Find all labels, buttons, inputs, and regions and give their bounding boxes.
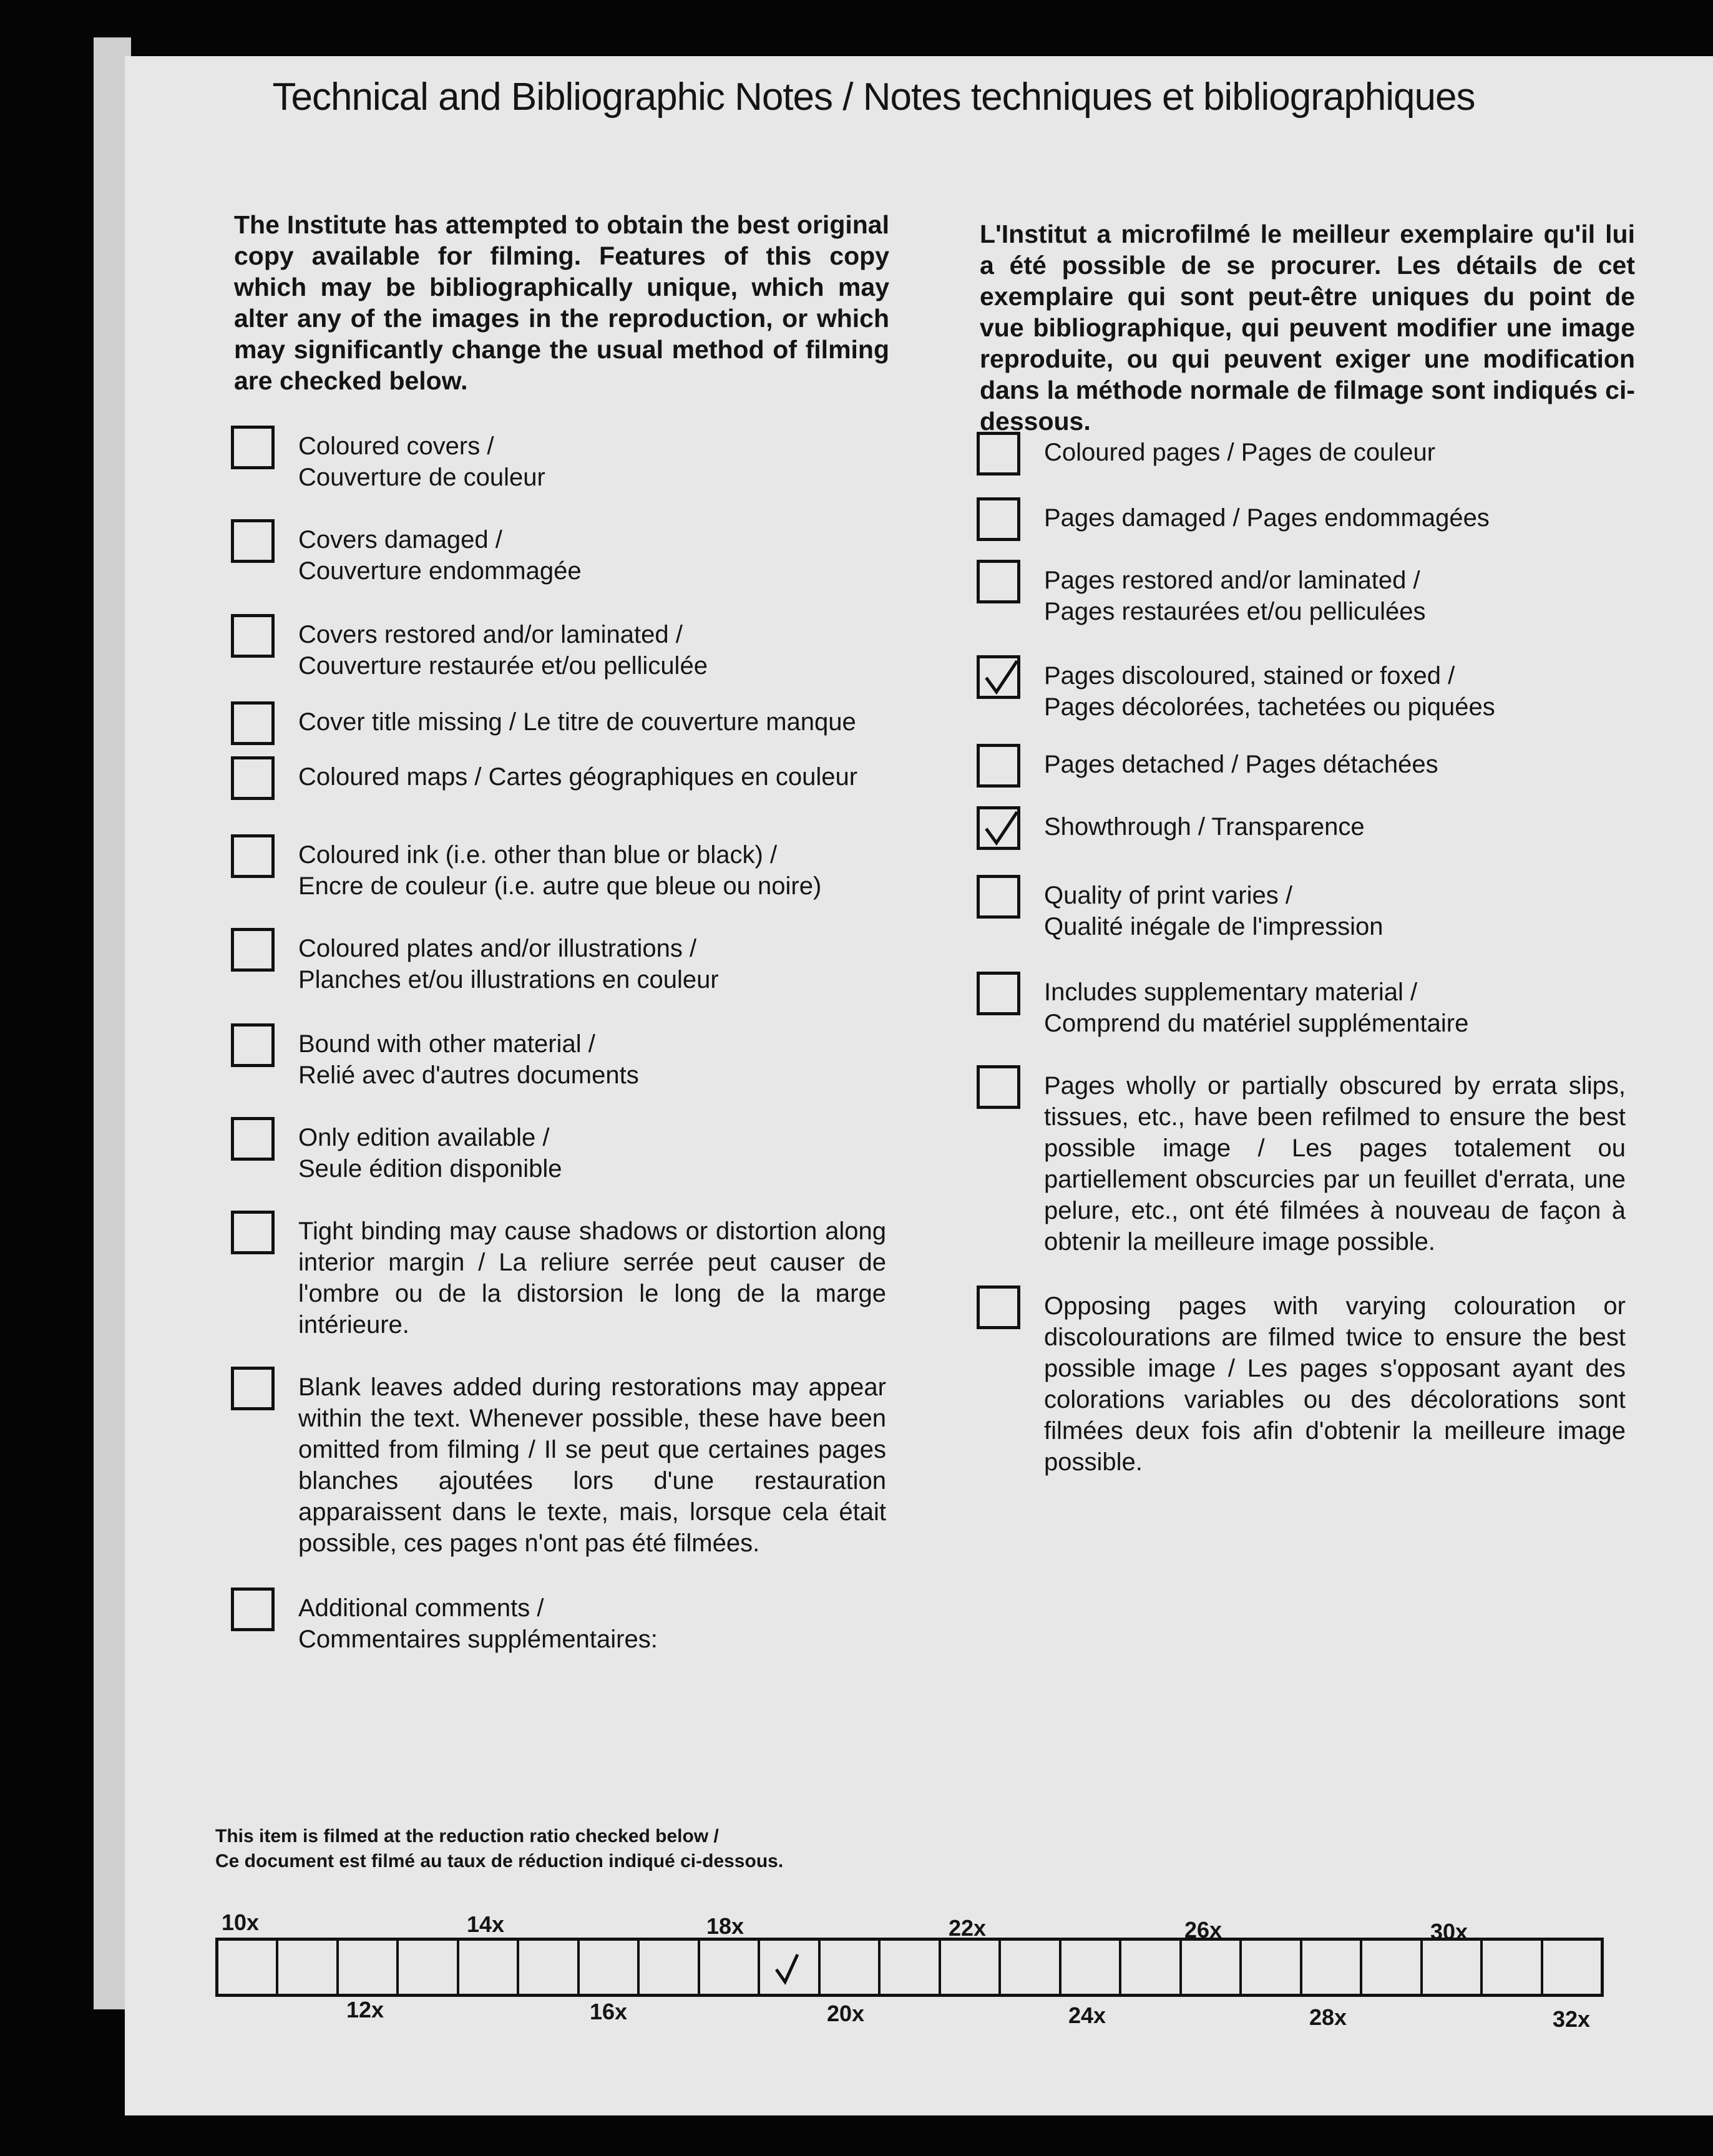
intro-english: The Institute has attempted to obtain the best original copy available for filming. Features of this copy which may be bibliographically unique, which may alter any of the images in the reproduction, or which may significantly change the usual method of filming are checked below. [234, 210, 889, 395]
checkmark-icon [981, 809, 1020, 848]
checkbox[interactable] [231, 1588, 275, 1631]
label-line: Coloured covers / [298, 432, 494, 460]
ratio-cell[interactable] [1182, 1941, 1242, 1994]
ratio-cell[interactable] [640, 1941, 700, 1994]
checkbox-label: Tight binding may cause shadows or distortion along interior margin / La reliure serrée peut causer de l'ombre ou de la distorsion le long de la marge intérieure. [298, 1217, 886, 1339]
ratio-cell[interactable] [278, 1941, 338, 1994]
ratio-cell[interactable] [1242, 1941, 1302, 1994]
ratio-label: 10x [222, 1910, 260, 1935]
label-line: Couverture de couleur [298, 464, 545, 491]
label-line: Planches et/ou illustrations en couleur [298, 966, 719, 993]
checkbox[interactable] [977, 972, 1020, 1015]
checkbox[interactable] [977, 1065, 1020, 1109]
label-line: Seule édition disponible [298, 1155, 562, 1183]
label-line: Coloured maps / Cartes géographiques en couleur [298, 763, 858, 791]
label-line: Cover title missing / Le titre de couverture manque [298, 708, 856, 736]
checkbox-label: Blank leaves added during restorations may appear within the text. Whenever possible, these have been omitted from filming / Il se peut que certaines pages blanches ajoutées lors d'une restauration apparaissent dans le texte, mais, lorsque cela était possible, ces pages n'ont pas été filmées. [298, 1373, 886, 1557]
checkmark-icon [981, 658, 1020, 697]
checkbox-label [298, 431, 545, 493]
label-line: Pages restored and/or laminated / [1044, 567, 1420, 594]
ratio-label: 14x [467, 1911, 505, 1937]
checkbox-label [298, 761, 857, 793]
ratio-cell[interactable] [821, 1941, 881, 1994]
checkbox[interactable] [231, 701, 275, 745]
checkbox[interactable] [231, 756, 275, 800]
ratio-cell[interactable] [1061, 1941, 1121, 1994]
checkbox[interactable] [231, 1367, 275, 1410]
ratio-label: 32x [1553, 2006, 1591, 2032]
label-line: Pages décolorées, tachetées ou piquées [1044, 693, 1495, 721]
checkbox-label [298, 933, 719, 995]
checkbox[interactable] [977, 875, 1020, 919]
ratio-label: 12x [346, 1997, 384, 2022]
label-line: Additional comments / [298, 1594, 544, 1622]
reduction-ratio-note [215, 1824, 783, 1874]
checkbox-label [1044, 977, 1468, 1039]
ratio-cell[interactable] [760, 1941, 820, 1994]
label-line: Only edition available / [298, 1124, 550, 1151]
checkbox-label [1044, 660, 1495, 723]
checkbox[interactable] [231, 614, 275, 658]
checkbox-label [1044, 811, 1365, 842]
checkbox[interactable] [231, 426, 275, 469]
checkmark-icon [773, 1948, 803, 1986]
ratio-cell[interactable] [218, 1941, 278, 1994]
label-line: Commentaires supplémentaires: [298, 1626, 658, 1653]
label-line: Qualité inégale de l'impression [1044, 913, 1384, 940]
ratio-label: 18x [706, 1913, 744, 1939]
ratio-cell[interactable] [1121, 1941, 1181, 1994]
checkbox[interactable] [231, 519, 275, 563]
intro-french: L'Institut a microfilmé le meilleur exemplaire qu'il lui a été possible de se procurer. Les détails de cet exemplaire qui sont peut-être uniques du point de vue bibliographique, qui peuvent modifier une image reproduite, ou qui peuvent exiger une modification dans la méthode normale de filmage sont indiqués ci-dessous. [980, 220, 1635, 436]
label-line: Bound with other material / [298, 1030, 595, 1058]
label-line: Coloured pages / Pages de couleur [1044, 439, 1436, 466]
ratio-label: 22x [949, 1915, 987, 1941]
checkbox-label: Opposing pages with varying colouration or discolourations are filmed twice to ensure the best possible image / Les pages s'opposant ayant des colorations variables ou des décolorations sont filmées deux fois afin d'obtenir la meilleure image possible. [1044, 1292, 1626, 1476]
checkbox[interactable] [231, 1211, 275, 1254]
ratio-label: 16x [590, 1999, 628, 2024]
label-line: Relié avec d'autres documents [298, 1061, 639, 1089]
checkbox[interactable] [977, 744, 1020, 788]
checkbox[interactable] [231, 928, 275, 972]
checkbox[interactable] [977, 497, 1020, 541]
ratio-label: 28x [1309, 2004, 1347, 2030]
label-line: Showthrough / Transparence [1044, 813, 1365, 841]
checkbox-label [298, 839, 821, 902]
ratio-cell[interactable] [459, 1941, 519, 1994]
ratio-cell[interactable] [580, 1941, 640, 1994]
checkbox[interactable] [977, 432, 1020, 476]
label-line: Pages restaurées et/ou pelliculées [1044, 598, 1426, 625]
label-line: Quality of print varies / [1044, 882, 1292, 909]
ratio-cell[interactable] [399, 1941, 459, 1994]
checkbox-label [1044, 749, 1438, 780]
checkbox-label [1044, 880, 1384, 942]
checkbox[interactable] [977, 806, 1020, 850]
checkbox-label [298, 706, 856, 738]
label-line: Covers damaged / [298, 526, 502, 554]
ratio-cell[interactable] [941, 1941, 1001, 1994]
label-line: Pages detached / Pages détachées [1044, 751, 1438, 778]
checkbox-label: Pages wholly or partially obscured by errata slips, tissues, etc., have been refilmed to ensure the best possible image / Les pages totalement ou partiellement obscurcies par un feuillet d'errata, une pelure, etc., ont été filmées à nouveau de façon à obtenir la meilleure image possible. [1044, 1072, 1626, 1256]
checkbox[interactable] [977, 1285, 1020, 1329]
reduction-note-french: Ce document est filmé au taux de réduction indiqué ci-dessous. [215, 1851, 784, 1871]
ratio-cell[interactable] [1423, 1941, 1483, 1994]
label-line: Pages damaged / Pages endommagées [1044, 504, 1490, 532]
label-line: Coloured plates and/or illustrations / [298, 935, 697, 962]
label-line: Includes supplementary material / [1044, 978, 1418, 1006]
checkbox[interactable] [231, 1117, 275, 1161]
reduction-note-english: This item is filmed at the reduction ratio checked below / [215, 1826, 719, 1846]
ratio-cell[interactable] [1543, 1941, 1601, 1994]
checkbox-label [1044, 565, 1425, 627]
checkbox-label [298, 1593, 658, 1655]
ratio-label: 26x [1184, 1917, 1223, 1943]
checkbox-label [1044, 502, 1490, 534]
checkbox[interactable] [231, 834, 275, 878]
ratio-label: 24x [1068, 2002, 1106, 2028]
page-title: Technical and Bibliographic Notes / Notes techniques et bibliographiques [272, 76, 1475, 119]
label-line: Coloured ink (i.e. other than blue or black) / [298, 841, 778, 869]
checkbox-label [1044, 437, 1435, 468]
ratio-cell[interactable] [700, 1941, 760, 1994]
label-line: Couverture endommagée [298, 557, 582, 585]
checkbox[interactable] [977, 560, 1020, 603]
ratio-cell[interactable] [1001, 1941, 1061, 1994]
label-line: Covers restored and/or laminated / [298, 621, 683, 648]
reduction-ratio-strip [215, 1938, 1604, 1997]
ratio-cell[interactable] [519, 1941, 579, 1994]
ratio-label: 30x [1430, 1919, 1468, 1944]
checkbox[interactable] [231, 1023, 275, 1067]
ratio-cell[interactable] [1483, 1941, 1543, 1994]
checkbox[interactable] [977, 655, 1020, 699]
ratio-cell[interactable] [1362, 1941, 1422, 1994]
ratio-label: 20x [827, 2001, 865, 2026]
label-line: Couverture restaurée et/ou pelliculée [298, 652, 708, 680]
checkbox-label [298, 1028, 639, 1091]
label-line: Encre de couleur (i.e. autre que bleue ou noire) [298, 872, 822, 900]
label-line: Pages discoloured, stained or foxed / [1044, 662, 1455, 690]
checkbox-label [298, 524, 582, 587]
ratio-cell[interactable] [339, 1941, 399, 1994]
checkbox-label [298, 1122, 562, 1184]
ratio-cell[interactable] [1302, 1941, 1362, 1994]
label-line: Comprend du matériel supplémentaire [1044, 1010, 1469, 1037]
checkbox-label [298, 619, 708, 681]
ratio-cell[interactable] [881, 1941, 940, 1994]
